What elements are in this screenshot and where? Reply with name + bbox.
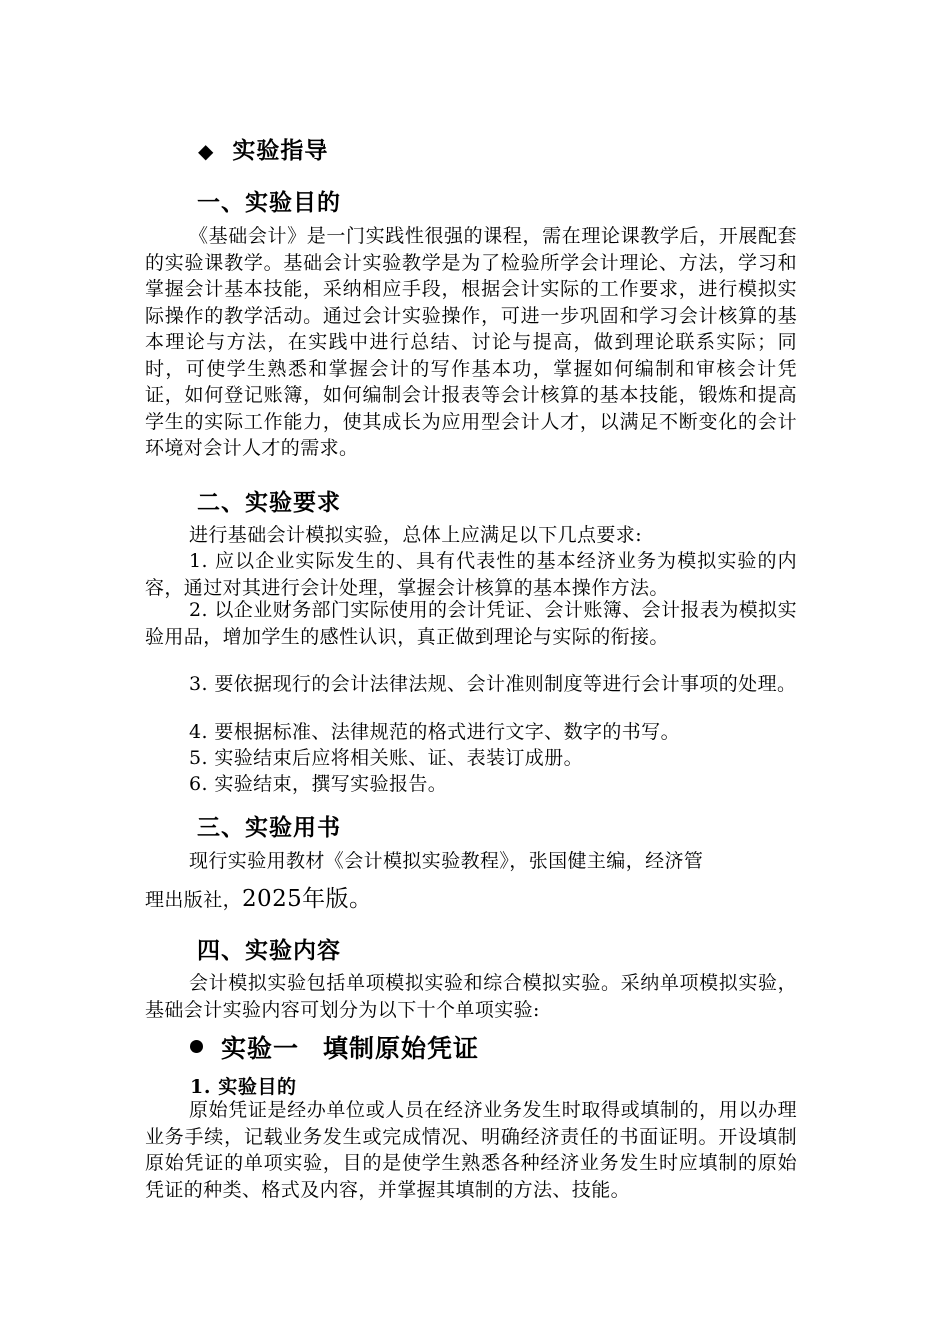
requirement-item-6: 6. 实验结束，撰写实验报告。	[189, 773, 448, 795]
requirement-item-1: 1. 应以企业实际发生的、具有代表性的基本经济业务为模拟实验的内容，通过对其进行会计处理，掌握会计核算的基本操作方法。	[145, 550, 797, 599]
requirement-item-3: 3. 要依据现行的会计法律法规、会计准则制度等进行会计事项的处理。	[189, 673, 797, 695]
requirement-item-5: 5. 实验结束后应将相关账、证、表装订成册。	[189, 747, 583, 769]
books-paragraph	[145, 848, 797, 915]
books-edition: 年版。	[302, 886, 373, 912]
books-year: 2025	[242, 886, 303, 912]
guide-heading	[198, 132, 328, 165]
books-line-1: 现行实验用教材《会计模拟实验教程》，张国健主编，经济管	[189, 850, 704, 872]
section-heading-content: 四、实验内容	[197, 937, 341, 964]
experiment-1-title: 填制原始凭证	[323, 1034, 480, 1063]
requirement-item-4: 4. 要根据标准、法律规范的格式进行文字、数字的书写。	[189, 721, 680, 743]
bullet-dot-icon	[190, 1040, 203, 1053]
diamond-bullet-icon: ◆	[198, 139, 215, 163]
books-publisher: 理出版社，	[145, 889, 243, 911]
section-heading-purpose: 一、实验目的	[197, 189, 341, 216]
experiment-1-label: 实验一	[221, 1034, 300, 1063]
section-heading-requirements: 二、实验要求	[197, 489, 341, 516]
experiment-1-subheading: 1. 实验目的	[190, 1076, 297, 1098]
purpose-paragraph: 《基础会计》是一门实践性很强的课程，需在理论课教学后，开展配套的实验课教学。基础会计实验教学是为了检验所学会计理论、方法，学习和掌握会计基本技能，采纳相应手段，根据会计实际的工作要求，进行模拟实际操作的教学活动。通过会计实验操作，可进一步巩固和学习会计核算的基本理论与方法，在实践中进行总结、讨论与提高，做到理论联系实际；同时，可使学生熟悉和掌握会计的写作基本功，掌握如何编制和审核会计凭证，如何登记账簿，如何编制会计报表等会计核算的基本技能，锻炼和提高学生的实际工作能力，使其成长为应用型会计人才，以满足不断变化的会计环境对会计人才的需求。	[145, 225, 797, 459]
guide-title: 实验指导	[232, 137, 329, 164]
requirement-item-2: 2. 以企业财务部门实际使用的会计凭证、会计账簿、会计报表为模拟实验用品，增加学生的感性认识，真正做到理论与实际的衔接。	[145, 599, 797, 648]
experiment-1-paragraph: 原始凭证是经办单位或人员在经济业务发生时取得或填制的，用以办理业务手续，记载业务发生或完成情况、明确经济责任的书面证明。开设填制原始凭证的单项实验，目的是使学生熟悉各种经济业务发生时应填制的原始凭证的种类、格式及内容，并掌握其填制的方法、技能。	[145, 1099, 797, 1201]
requirements-intro: 进行基础会计模拟实验，总体上应满足以下几点要求:	[189, 524, 643, 546]
content-paragraph: 会计模拟实验包括单项模拟实验和综合模拟实验。采纳单项模拟实验，基础会计实验内容可划分为以下十个单项实验:	[145, 972, 797, 1021]
experiment-1-heading	[190, 1029, 479, 1065]
section-heading-books: 三、实验用书	[197, 814, 341, 841]
books-line-2	[145, 884, 797, 915]
